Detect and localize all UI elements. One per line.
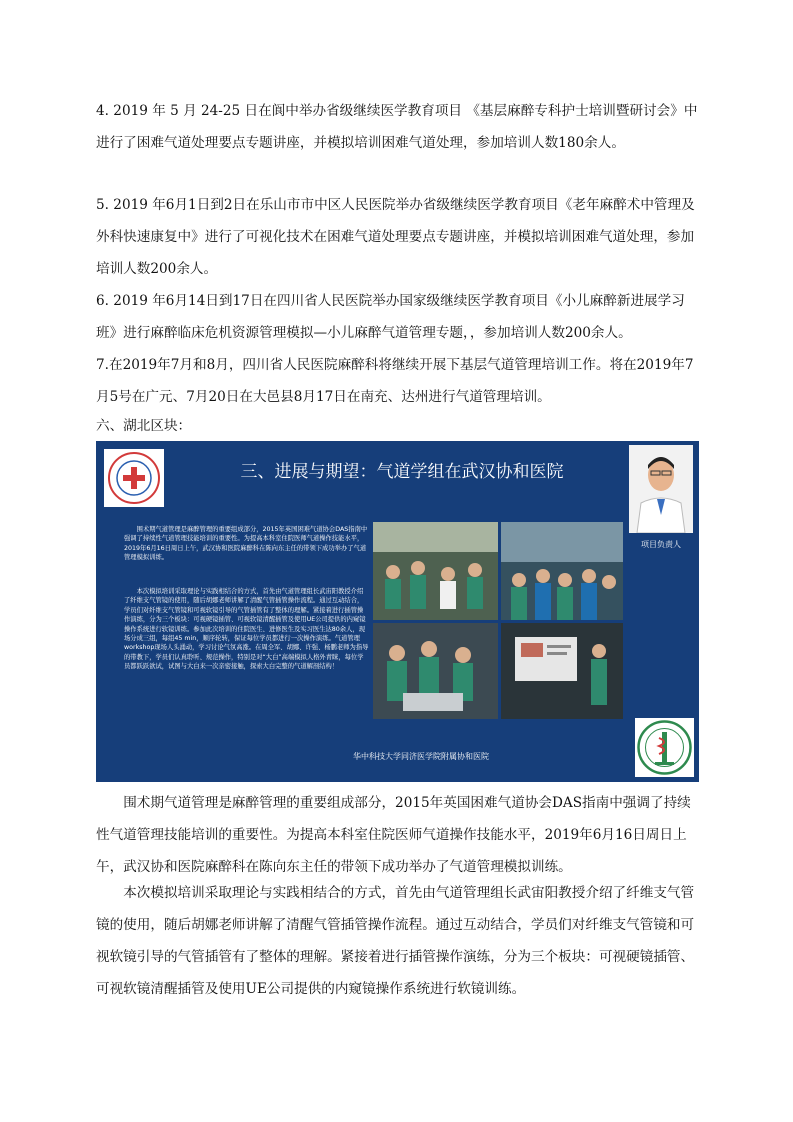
- slide-footer: 华中科技大学同济医学院附属协和医院: [353, 752, 489, 761]
- embedded-slide-image: [96, 441, 699, 782]
- medical-association-logo: [104, 449, 164, 507]
- paragraph-item-5: 5. 2019 年6月1日到2日在乐山市市中区人民医院举办省级继续医学教育项目《老年麻醉术中管理及外科快速康复中》进行了可视化技术在困难气道处理要点专题讲座，并模拟培训困难气道处理，参加培训人数200余人。: [96, 197, 695, 277]
- paragraph-item-4: 4. 2019 年 5 月 24-25 日在阆中举办省级继续医学教育项目 《基层麻醉专科护士培训暨研讨会》中进行了困难气道处理要点专题讲座，并模拟培训困难气道处理，参加培训人数180余人。: [96, 103, 698, 151]
- hospital-logo: [635, 718, 694, 777]
- paragraph-item-6: 6. 2019 年6月14日到17日在四川省人民医院举办国家级继续医学教育项目《小儿麻醉新进展学习班》进行麻醉临床危机资源管理模拟—小儿麻醉气道管理专题，，参加培训人数200余人。: [96, 293, 685, 341]
- slide-body-paragraph-1: 围术期气道管理是麻醉管理的重要组成部分，2015年英国困难气道协会DAS指南中强调了持续性气道管理技能培训的重要性。为提高本科室住院医师气道操作技能水平，2019年6月16日周日上午，武汉协和医院麻醉科在陈向东主任的带领下成功举办了气道管理模拟训练。: [124, 526, 368, 562]
- doctor-portrait-image: [629, 445, 693, 533]
- paragraph-item-7: 7.在2019年7月和8月，四川省人民医院麻醉科将继续开展下基层气道管理培训工作。将在2019年7月5号在广元、7月20日在大邑县8月17日在南充、达州进行气道管理培训。: [96, 357, 694, 405]
- training-photo-group: [501, 522, 623, 620]
- slide-title: 三、进展与期望：气道学组在武汉协和医院: [240, 462, 564, 482]
- section-heading: 六、湖北区块：: [96, 418, 192, 434]
- training-photo-presentation: [501, 623, 623, 719]
- body-paragraph-1: 围术期气道管理是麻醉管理的重要组成部分，2015年英国困难气道协会DAS指南中强调了持续性气道管理技能培训的重要性。为提高本科室住院医师气道操作技能水平，2019年6月16日周日上午，武汉协和医院麻醉科在陈向东主任的带领下成功举办了气道管理模拟训练。: [96, 795, 691, 875]
- portrait-caption: 项目负责人: [641, 540, 681, 549]
- slide-body-paragraph-2: 本次模拟培训采取理论与实践相结合的方式，首先由气道管理组长武宙阳教授介绍了纤维支气管镜的使用，随后胡娜老师讲解了清醒气管插管操作流程。通过互动结合，学员们对纤维支气管镜和可视软镜引导的气管插管有了整体的理解。紧接着进行插管操作演练，分为三个板块：可视硬镜插管、可视软镜清醒插管及使用UE公司提供的内窥镜操作系统进行软镜训练。参加此次培训的住院医生、进修医生及实习医生达80余人，现场分成三组，每组45 min，顺序轮转，保证每位学员都进行一次操作演练。气道管理workshop现场人头涌动，学习讨论气氛高涨。在周全军、胡娜、许强、杨鹏老师为指导的带教下，学员们认真聆听、规范操作，特别是对“大白”高端模拟人格外青睐，每位学员都跃跃欲试，试图与大白来一次亲密接触，探索大白完整的气道解剖结构！: [124, 588, 369, 671]
- training-photo-practice: [373, 623, 498, 719]
- training-photo-classroom: [373, 522, 498, 620]
- body-paragraph-2: 本次模拟培训采取理论与实践相结合的方式，首先由气道管理组长武宙阳教授介绍了纤维支气管镜的使用，随后胡娜老师讲解了清醒气管插管操作流程。通过互动结合，学员们对纤维支气管镜和可视软镜引导的气管插管有了整体的理解。紧接着进行插管操作演练，分为三个板块：可视硬镜插管、可视软镜清醒插管及使用UE公司提供的内窥镜操作系统进行软镜训练。: [96, 885, 695, 997]
